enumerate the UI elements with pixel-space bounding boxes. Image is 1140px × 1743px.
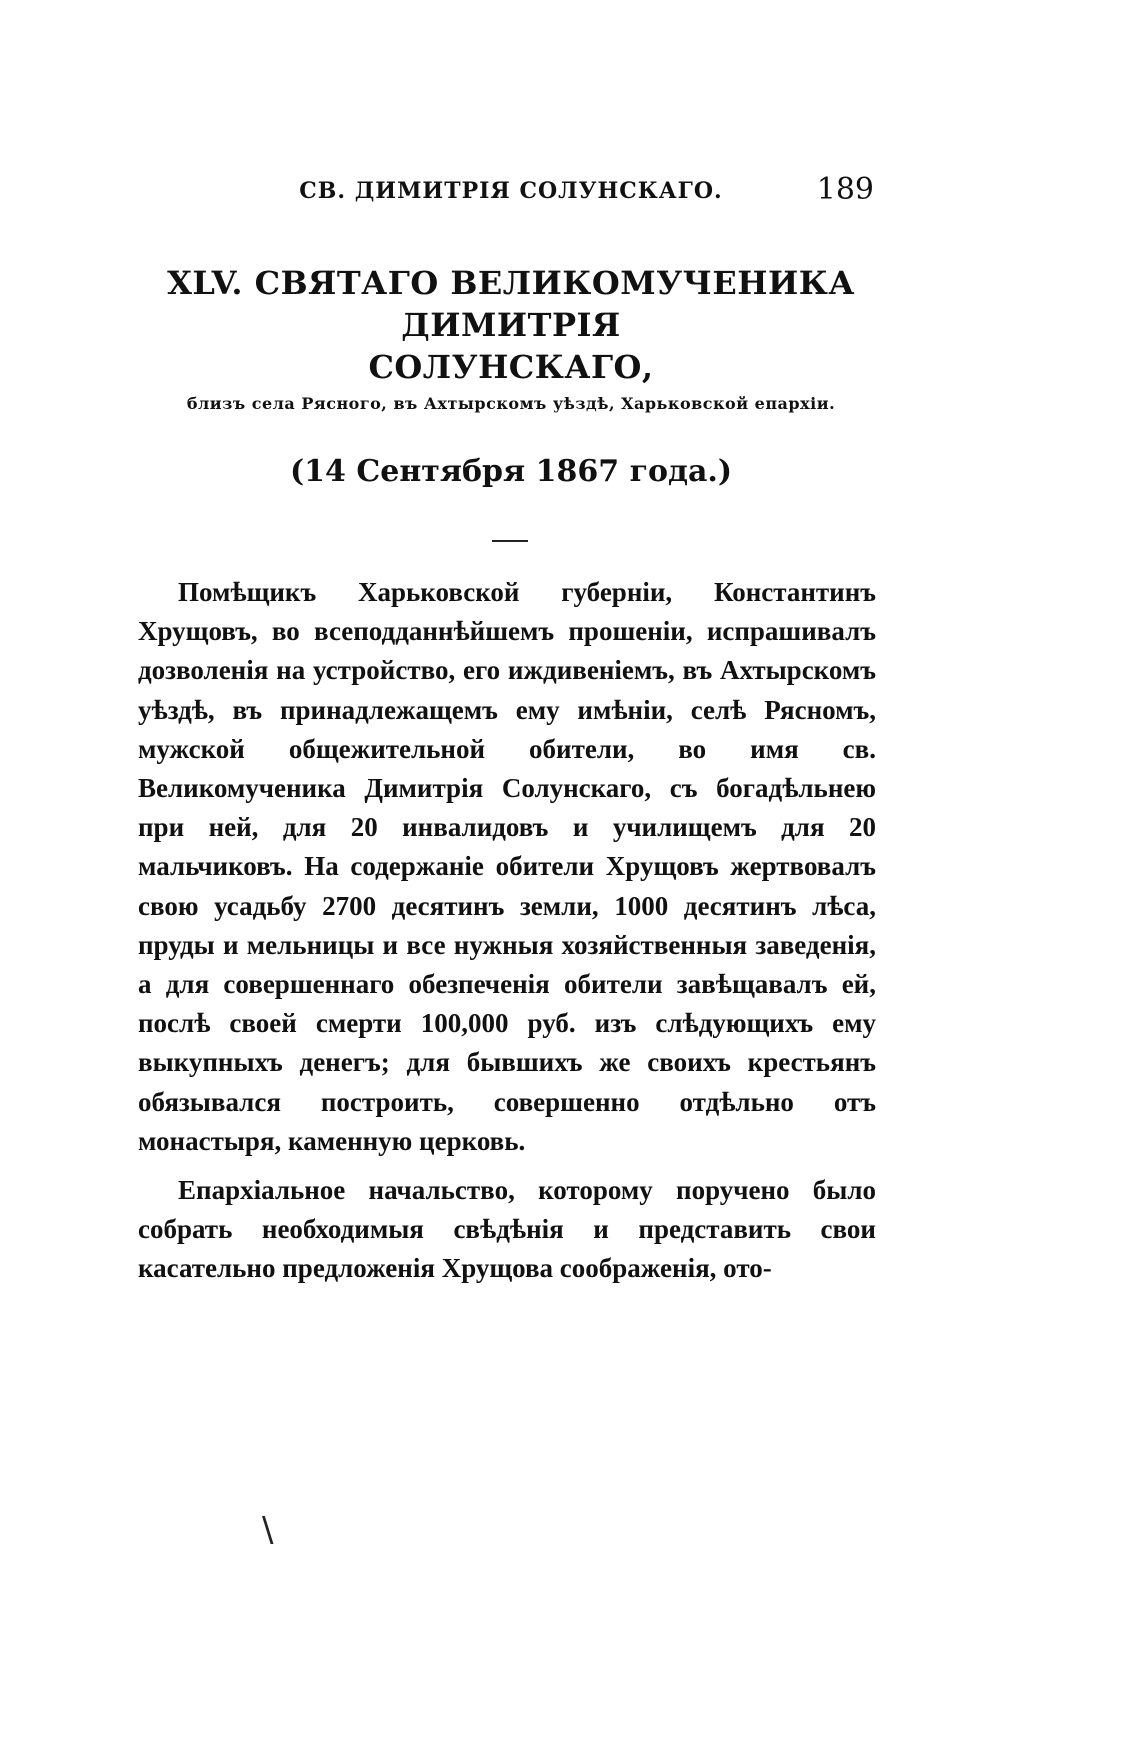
stray-mark: \ — [262, 1510, 274, 1550]
running-title: СВ. ДИМИТРІЯ СОЛУНСКАГО. — [299, 178, 723, 204]
page-number: 189 — [816, 172, 874, 207]
running-head — [138, 172, 884, 212]
chapter-date: (14 Сентября 1867 года.) — [289, 454, 733, 489]
paragraph-1: Помѣщикъ Харьковской губерніи, Константинъ Хрущовъ, во всеподданнѣйшемъ прошеніи, испрашивалъ дозволенія на устройство, его иждивеніемъ, въ Ахтырскомъ уѣздѣ, въ принадлежащемъ ему имѣніи, селѣ Рясномъ, мужской общежительной обители, во имя св. Великомученика Димитрія Солунскаго, съ богадѣльнею при ней, для 20 инвалидовъ и училищемъ для 20 мальчиковъ. На содержаніе обители Хрущовъ жертвовалъ свою усадьбу 2700 десятинъ земли, 1000 десятинъ лѣса, пруды и мельницы и все нужныя хозяйственныя заведенія, а для совершеннаго обезпеченія обители завѣщавалъ ей, послѣ своей смерти 100,000 руб. изъ слѣдующихъ ему выкупныхъ денегъ; для бывшихъ же своихъ крестьянъ обязывался построить, совершенно отдѣльно отъ монастыря, каменную церковь. — [138, 577, 876, 1156]
chapter-subtitle: близъ села Рясного, въ Ахтырскомъ уѣздѣ, Харьковской епархіи. — [186, 394, 836, 413]
body-text — [138, 573, 876, 1299]
chapter-title-line-2: СОЛУНСКАГО, — [368, 348, 654, 386]
chapter-title-line-1: XLV. СВЯТАГО ВЕЛИКОМУЧЕНИКА ДИМИТРІЯ — [167, 264, 855, 344]
section-divider — [492, 540, 528, 542]
paragraph-2: Епархіальное начальство, которому поручено было собрать необходимыя свѣдѣнія и представить свои касательно предложенія Хрущова соображенія, ото- — [138, 1175, 876, 1284]
chapter-title — [138, 262, 884, 388]
